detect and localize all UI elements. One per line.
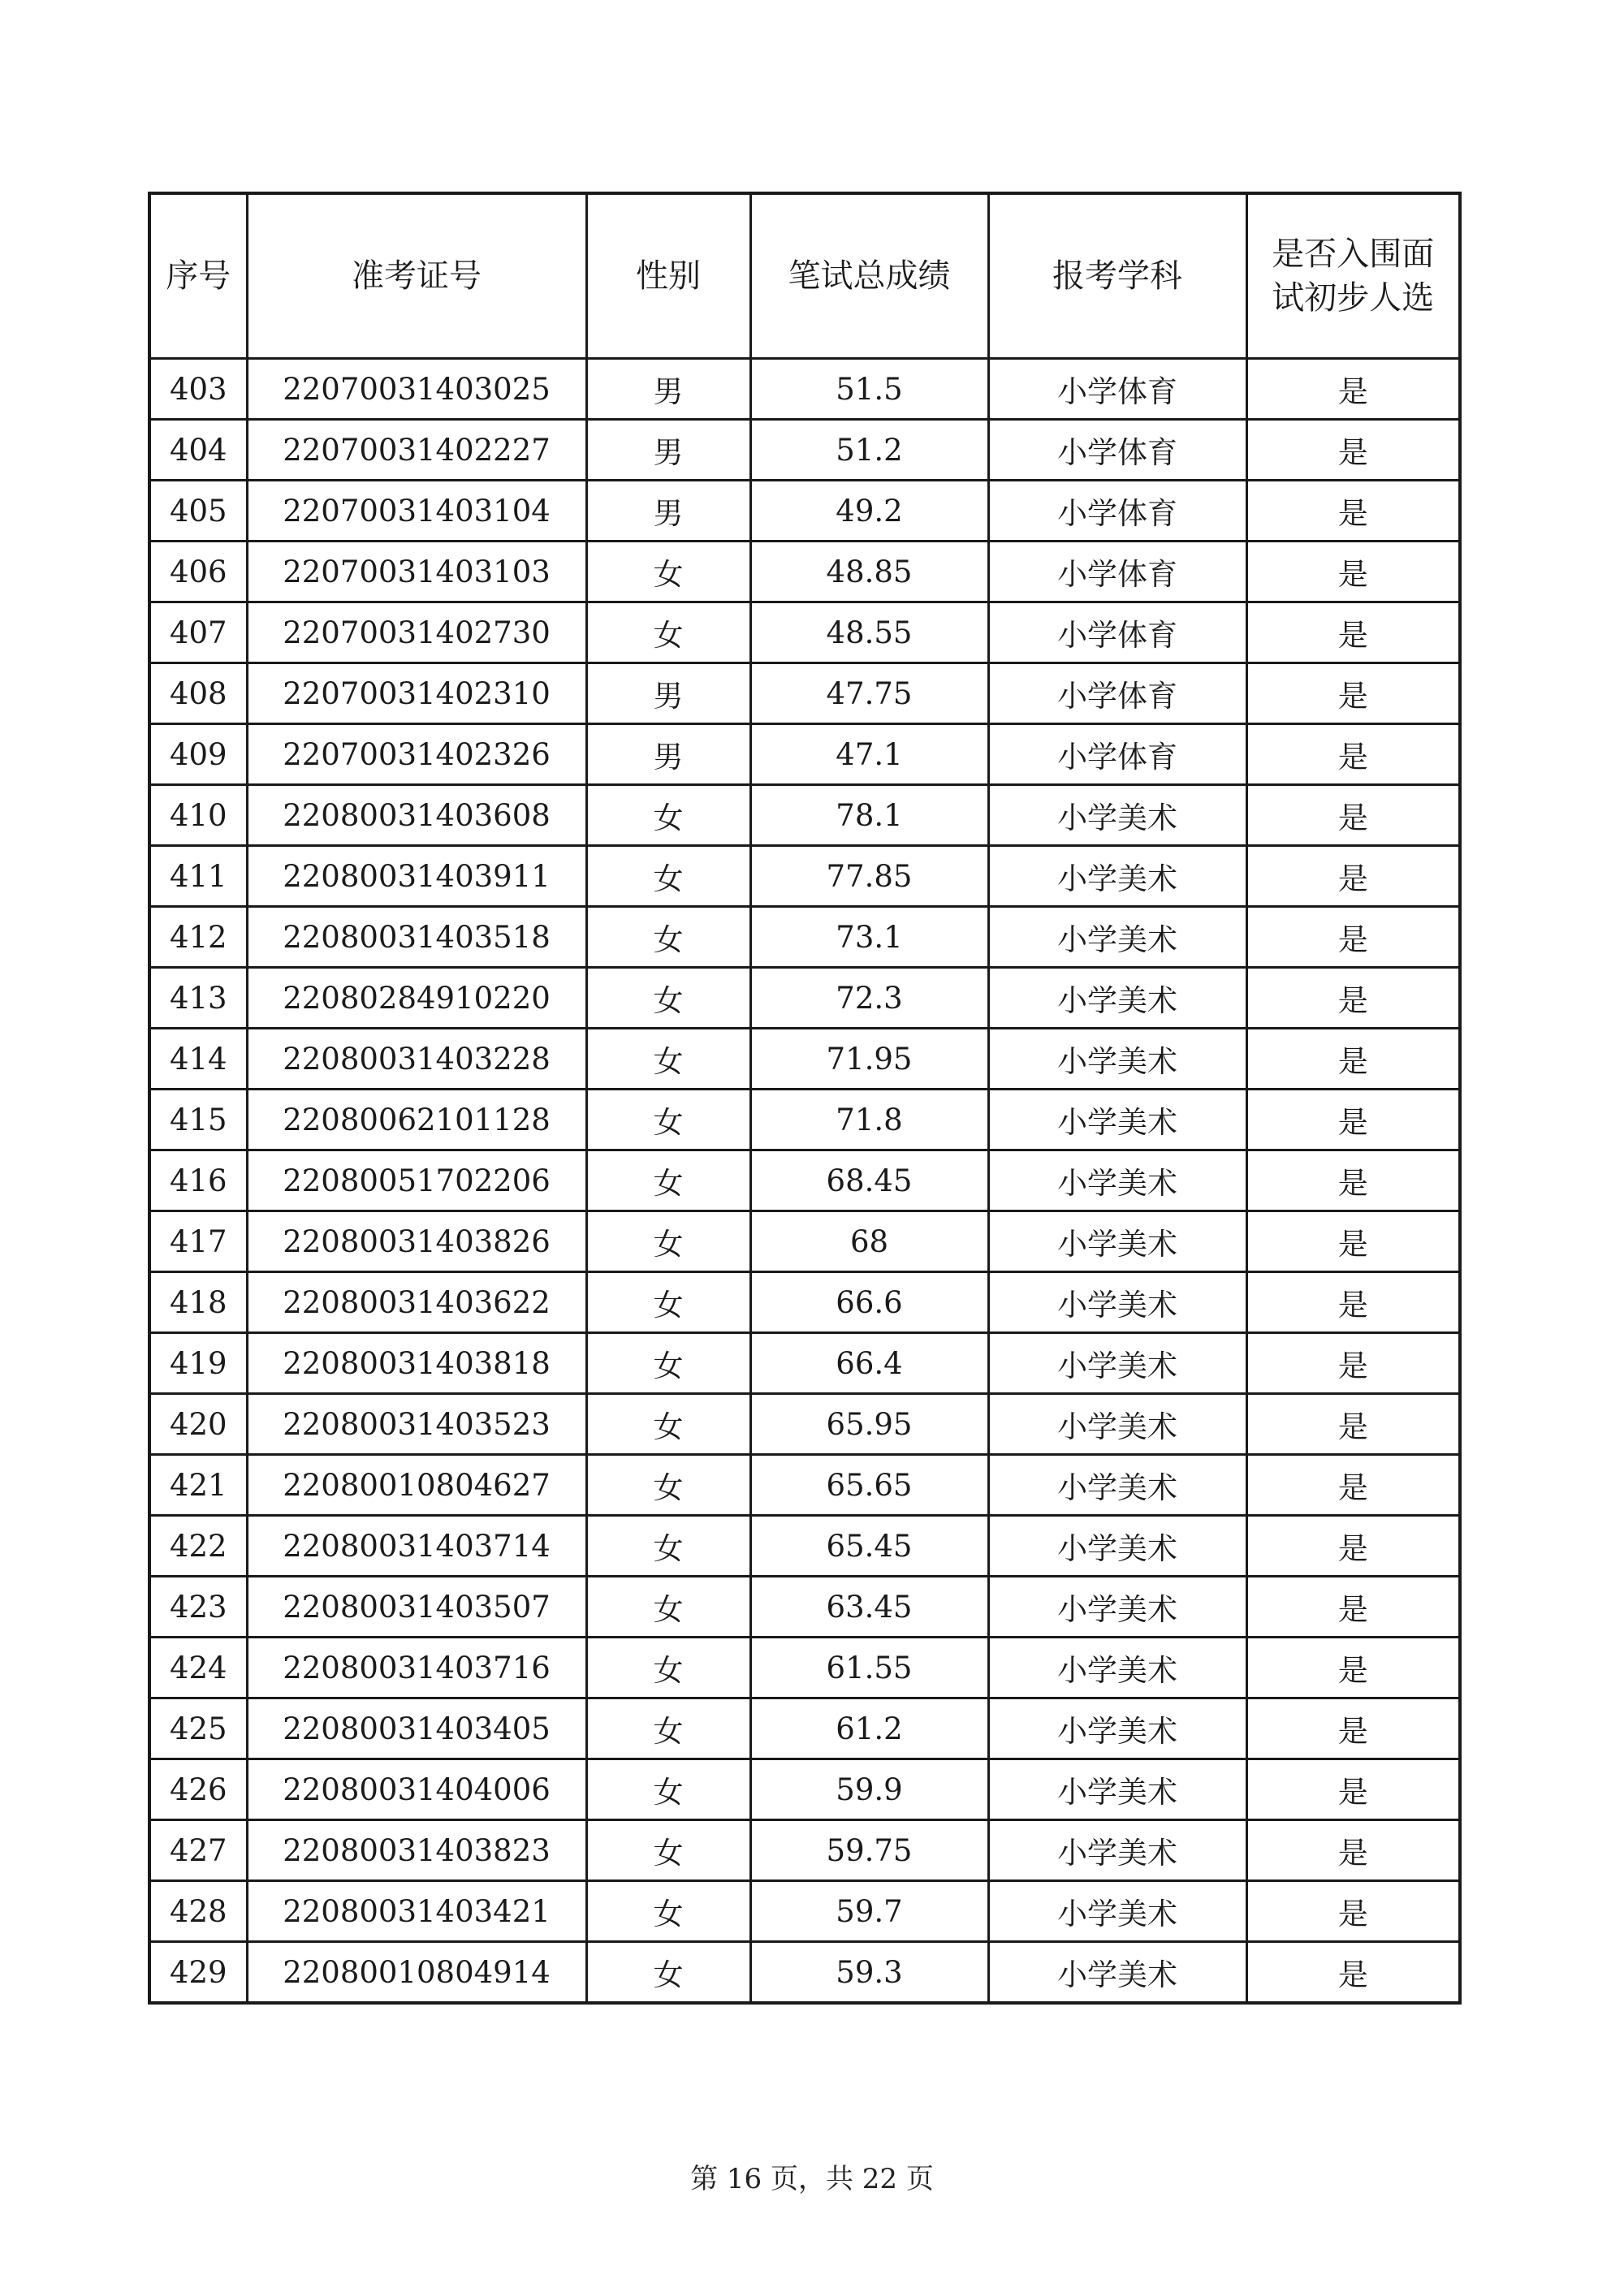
cell-seq: 422 [149, 1516, 247, 1577]
cell-seq: 427 [149, 1820, 247, 1881]
header-seq: 序号 [149, 193, 247, 359]
header-row [149, 193, 1460, 359]
table-row [149, 1272, 1460, 1333]
table-row [149, 1881, 1460, 1942]
cell-score: 71.8 [750, 1090, 988, 1150]
cell-subject: 小学美术 [988, 1090, 1246, 1150]
page-footer: 第 16 页，共 22 页 [690, 2163, 934, 2195]
cell-shortlisted: 是 [1246, 602, 1460, 663]
cell-gender: 女 [586, 1272, 750, 1333]
cell-exam-id: 22080031404006 [247, 1759, 586, 1820]
cell-gender: 女 [586, 907, 750, 968]
cell-seq: 405 [149, 481, 247, 542]
table-row [149, 1090, 1460, 1150]
cell-exam-id: 22080031403421 [247, 1881, 586, 1942]
cell-score: 61.2 [750, 1698, 988, 1759]
cell-exam-id: 22070031403104 [247, 481, 586, 542]
cell-gender: 女 [586, 1577, 750, 1638]
table-row [149, 1759, 1460, 1820]
cell-gender: 女 [586, 846, 750, 907]
cell-seq: 419 [149, 1333, 247, 1394]
table-row [149, 420, 1460, 481]
cell-gender: 女 [586, 785, 750, 846]
cell-shortlisted: 是 [1246, 420, 1460, 481]
table-body [149, 359, 1460, 2004]
cell-score: 59.3 [750, 1942, 988, 2004]
cell-exam-id: 22080031403523 [247, 1394, 586, 1455]
cell-shortlisted: 是 [1246, 1455, 1460, 1516]
cell-exam-id: 22080051702206 [247, 1150, 586, 1211]
table-row [149, 1698, 1460, 1759]
cell-score: 61.55 [750, 1638, 988, 1698]
cell-score: 65.65 [750, 1455, 988, 1516]
cell-exam-id: 22070031402310 [247, 663, 586, 724]
cell-subject: 小学美术 [988, 1698, 1246, 1759]
cell-subject: 小学美术 [988, 1759, 1246, 1820]
cell-score: 71.95 [750, 1029, 988, 1090]
results-table [148, 192, 1462, 2005]
cell-seq: 421 [149, 1455, 247, 1516]
table-row [149, 785, 1460, 846]
cell-score: 47.1 [750, 724, 988, 785]
cell-gender: 女 [586, 1881, 750, 1942]
table-row [149, 1942, 1460, 2004]
cell-subject: 小学美术 [988, 1881, 1246, 1942]
header-gender: 性别 [586, 193, 750, 359]
header-exam-id: 准考证号 [247, 193, 586, 359]
table-row [149, 907, 1460, 968]
cell-seq: 428 [149, 1881, 247, 1942]
table-row [149, 1333, 1460, 1394]
cell-seq: 420 [149, 1394, 247, 1455]
cell-subject: 小学美术 [988, 1394, 1246, 1455]
cell-exam-id: 22080284910220 [247, 968, 586, 1029]
cell-seq: 406 [149, 542, 247, 602]
table-row [149, 602, 1460, 663]
cell-seq: 411 [149, 846, 247, 907]
cell-subject: 小学体育 [988, 542, 1246, 602]
header-score: 笔试总成绩 [750, 193, 988, 359]
cell-gender: 女 [586, 968, 750, 1029]
table-row [149, 1211, 1460, 1272]
cell-shortlisted: 是 [1246, 1638, 1460, 1698]
cell-exam-id: 22080031403228 [247, 1029, 586, 1090]
cell-exam-id: 22080031403622 [247, 1272, 586, 1333]
cell-seq: 424 [149, 1638, 247, 1698]
cell-subject: 小学美术 [988, 1150, 1246, 1211]
cell-score: 68.45 [750, 1150, 988, 1211]
cell-shortlisted: 是 [1246, 1272, 1460, 1333]
cell-gender: 女 [586, 1516, 750, 1577]
cell-exam-id: 22080031403608 [247, 785, 586, 846]
cell-subject: 小学美术 [988, 1516, 1246, 1577]
cell-score: 48.55 [750, 602, 988, 663]
table-row [149, 359, 1460, 420]
cell-score: 48.85 [750, 542, 988, 602]
cell-exam-id: 22080010804627 [247, 1455, 586, 1516]
cell-seq: 416 [149, 1150, 247, 1211]
cell-shortlisted: 是 [1246, 1211, 1460, 1272]
cell-gender: 女 [586, 1029, 750, 1090]
cell-seq: 408 [149, 663, 247, 724]
cell-seq: 413 [149, 968, 247, 1029]
cell-score: 51.5 [750, 359, 988, 420]
cell-exam-id: 22080031403518 [247, 907, 586, 968]
cell-shortlisted: 是 [1246, 785, 1460, 846]
cell-score: 65.95 [750, 1394, 988, 1455]
cell-shortlisted: 是 [1246, 1029, 1460, 1090]
cell-subject: 小学美术 [988, 1272, 1246, 1333]
cell-shortlisted: 是 [1246, 1333, 1460, 1394]
header-shortlisted: 是否入围面试初步人选 [1246, 193, 1460, 359]
cell-subject: 小学美术 [988, 1638, 1246, 1698]
cell-gender: 女 [586, 1333, 750, 1394]
table-row [149, 542, 1460, 602]
cell-subject: 小学体育 [988, 602, 1246, 663]
header-subject: 报考学科 [988, 193, 1246, 359]
cell-seq: 414 [149, 1029, 247, 1090]
cell-seq: 412 [149, 907, 247, 968]
cell-exam-id: 22080031403826 [247, 1211, 586, 1272]
cell-score: 78.1 [750, 785, 988, 846]
cell-subject: 小学美术 [988, 846, 1246, 907]
cell-seq: 410 [149, 785, 247, 846]
cell-shortlisted: 是 [1246, 1090, 1460, 1150]
cell-score: 51.2 [750, 420, 988, 481]
cell-score: 66.6 [750, 1272, 988, 1333]
table-row [149, 663, 1460, 724]
cell-subject: 小学体育 [988, 359, 1246, 420]
table-row [149, 968, 1460, 1029]
cell-score: 72.3 [750, 968, 988, 1029]
cell-shortlisted: 是 [1246, 481, 1460, 542]
cell-exam-id: 22080010804914 [247, 1942, 586, 2004]
cell-seq: 426 [149, 1759, 247, 1820]
cell-seq: 409 [149, 724, 247, 785]
table-row [149, 724, 1460, 785]
cell-score: 47.75 [750, 663, 988, 724]
cell-subject: 小学体育 [988, 724, 1246, 785]
cell-gender: 女 [586, 602, 750, 663]
cell-score: 59.9 [750, 1759, 988, 1820]
table-row [149, 1394, 1460, 1455]
cell-exam-id: 22080031403405 [247, 1698, 586, 1759]
cell-gender: 男 [586, 663, 750, 724]
cell-exam-id: 22070031402227 [247, 420, 586, 481]
cell-seq: 415 [149, 1090, 247, 1150]
cell-shortlisted: 是 [1246, 907, 1460, 968]
table-row [149, 1455, 1460, 1516]
cell-subject: 小学体育 [988, 420, 1246, 481]
cell-seq: 429 [149, 1942, 247, 2004]
cell-shortlisted: 是 [1246, 1942, 1460, 2004]
cell-gender: 男 [586, 481, 750, 542]
cell-shortlisted: 是 [1246, 1759, 1460, 1820]
cell-gender: 女 [586, 1090, 750, 1150]
cell-exam-id: 22080031403823 [247, 1820, 586, 1881]
cell-shortlisted: 是 [1246, 724, 1460, 785]
cell-score: 49.2 [750, 481, 988, 542]
cell-seq: 403 [149, 359, 247, 420]
table-row [149, 846, 1460, 907]
cell-score: 59.75 [750, 1820, 988, 1881]
cell-gender: 女 [586, 1150, 750, 1211]
cell-shortlisted: 是 [1246, 542, 1460, 602]
cell-score: 68 [750, 1211, 988, 1272]
cell-exam-id: 22080031403507 [247, 1577, 586, 1638]
cell-subject: 小学体育 [988, 481, 1246, 542]
cell-gender: 男 [586, 359, 750, 420]
cell-exam-id: 22080031403714 [247, 1516, 586, 1577]
cell-subject: 小学美术 [988, 1455, 1246, 1516]
cell-subject: 小学美术 [988, 1029, 1246, 1090]
cell-shortlisted: 是 [1246, 1698, 1460, 1759]
table-row [149, 1820, 1460, 1881]
cell-exam-id: 22070031403103 [247, 542, 586, 602]
cell-gender: 女 [586, 1759, 750, 1820]
cell-gender: 女 [586, 542, 750, 602]
cell-gender: 男 [586, 420, 750, 481]
cell-gender: 女 [586, 1942, 750, 2004]
cell-seq: 423 [149, 1577, 247, 1638]
cell-exam-id: 22070031402326 [247, 724, 586, 785]
cell-shortlisted: 是 [1246, 1881, 1460, 1942]
cell-subject: 小学美术 [988, 1333, 1246, 1394]
cell-score: 65.45 [750, 1516, 988, 1577]
table-row [149, 1029, 1460, 1090]
cell-exam-id: 22080031403818 [247, 1333, 586, 1394]
cell-score: 73.1 [750, 907, 988, 968]
table-row [149, 1516, 1460, 1577]
cell-score: 63.45 [750, 1577, 988, 1638]
cell-score: 66.4 [750, 1333, 988, 1394]
table-header [149, 193, 1460, 359]
cell-gender: 女 [586, 1455, 750, 1516]
cell-subject: 小学体育 [988, 663, 1246, 724]
cell-gender: 女 [586, 1820, 750, 1881]
cell-seq: 418 [149, 1272, 247, 1333]
cell-shortlisted: 是 [1246, 1394, 1460, 1455]
cell-seq: 407 [149, 602, 247, 663]
cell-gender: 女 [586, 1638, 750, 1698]
cell-gender: 男 [586, 724, 750, 785]
cell-exam-id: 22080062101128 [247, 1090, 586, 1150]
cell-gender: 女 [586, 1211, 750, 1272]
cell-shortlisted: 是 [1246, 968, 1460, 1029]
cell-exam-id: 22070031402730 [247, 602, 586, 663]
cell-gender: 女 [586, 1394, 750, 1455]
table-row [149, 1638, 1460, 1698]
cell-score: 77.85 [750, 846, 988, 907]
cell-subject: 小学美术 [988, 1577, 1246, 1638]
cell-exam-id: 22080031403716 [247, 1638, 586, 1698]
cell-gender: 女 [586, 1698, 750, 1759]
cell-shortlisted: 是 [1246, 1820, 1460, 1881]
cell-score: 59.7 [750, 1881, 988, 1942]
cell-shortlisted: 是 [1246, 359, 1460, 420]
cell-shortlisted: 是 [1246, 1150, 1460, 1211]
table-row [149, 1150, 1460, 1211]
cell-subject: 小学美术 [988, 907, 1246, 968]
cell-shortlisted: 是 [1246, 1516, 1460, 1577]
cell-subject: 小学美术 [988, 968, 1246, 1029]
cell-shortlisted: 是 [1246, 846, 1460, 907]
cell-subject: 小学美术 [988, 1211, 1246, 1272]
table-row [149, 481, 1460, 542]
cell-shortlisted: 是 [1246, 1577, 1460, 1638]
cell-seq: 425 [149, 1698, 247, 1759]
cell-subject: 小学美术 [988, 785, 1246, 846]
cell-subject: 小学美术 [988, 1942, 1246, 2004]
cell-exam-id: 22080031403911 [247, 846, 586, 907]
cell-exam-id: 22070031403025 [247, 359, 586, 420]
cell-subject: 小学美术 [988, 1820, 1246, 1881]
cell-seq: 417 [149, 1211, 247, 1272]
cell-shortlisted: 是 [1246, 663, 1460, 724]
cell-seq: 404 [149, 420, 247, 481]
table-row [149, 1577, 1460, 1638]
